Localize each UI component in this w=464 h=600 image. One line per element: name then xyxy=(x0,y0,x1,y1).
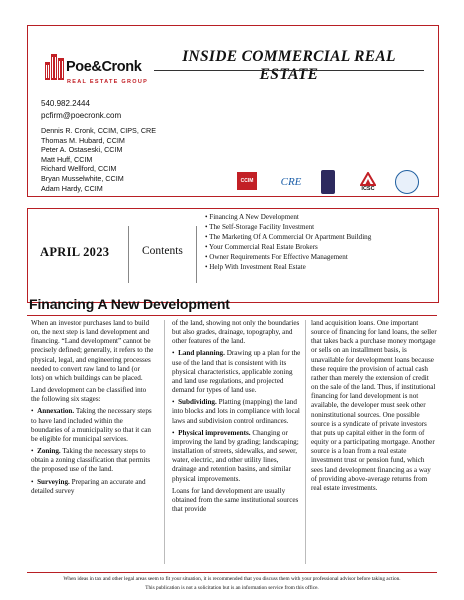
headline-rule xyxy=(27,315,437,316)
roster-item: Adam Hardy, CCIM xyxy=(41,183,103,193)
cre-logo: CRE xyxy=(280,176,302,188)
stage-item: • Land planning. Drawing up a plan for the use of the land that is consistent with its physical characteristics, applicable zoning and land use regulations, and projected demand for types of land use. xyxy=(172,349,301,395)
roster-item: Peter A. Ostaseski, CCIM xyxy=(41,145,123,155)
logo-name: Poe&Cronk xyxy=(66,59,142,75)
ccim-logo: CCIM xyxy=(237,172,257,190)
article-column-2 xyxy=(172,319,301,517)
icsc-logo xyxy=(357,169,379,195)
contents-item[interactable]: • The Marketing Of A Commercial Or Apartment Building xyxy=(205,233,372,241)
contents-item[interactable]: • Help With Investment Real Estate xyxy=(205,263,306,271)
paragraph: Land development can be classified into the following six stages: xyxy=(31,386,147,404)
column-rule xyxy=(305,320,306,564)
roster-item: Bryan Musselwhite, CCIM xyxy=(41,173,124,183)
footer-disclaimer: When ideas in tax and other legal areas seem to fit your situation, it is recommended that you discuss them with your professional advisor before taking action. xyxy=(63,576,401,582)
stage-item: • Physical improvements. Changing or improving the land by grading; landscaping; installation of streets, sidewalks, and sewer, water, electric, and other utility lines, drainage and retention basins, and similar physical improvements. xyxy=(172,428,299,483)
phone-number: 540.982.2444 xyxy=(41,99,90,108)
article-headline: Financing A New Development xyxy=(29,296,230,312)
stage-item: • Subdividing. Platting (mapping) the land into blocks and lots in compliance with local laws and subdivision control ordinances. xyxy=(172,398,300,425)
paragraph: Loans for land development are usually obtained from the same institutional sources that provide xyxy=(172,486,299,513)
footer-rule xyxy=(27,572,437,573)
footer-notice: This publication is not a solicitation but is an information service from this office. xyxy=(145,585,319,591)
stage-item: • Zoning. Taking the necessary steps to obtain a zoning classification that permits the proposed use of the land. xyxy=(31,447,151,474)
stage-item: • Annexation. Taking the necessary steps to have land included within the boundaries of a municipality so that it can be eligible for municipal services. xyxy=(31,407,152,443)
contents-item[interactable]: • Financing A New Development xyxy=(205,213,299,221)
roster-item: Richard Wellford, CCIM xyxy=(41,164,117,174)
newsletter-title: INSIDE COMMERCIAL REAL ESTATE xyxy=(182,48,396,83)
logo-subtitle: REAL ESTATE GROUP xyxy=(67,79,149,85)
stage-item: • Surveying. Preparing an accurate and detailed survey xyxy=(31,477,146,495)
divider xyxy=(196,226,197,283)
contents-item[interactable]: • Your Commercial Real Estate Brokers xyxy=(205,243,318,251)
article-column-1 xyxy=(31,319,154,499)
globe-logo-icon xyxy=(395,170,419,194)
title-rule xyxy=(154,70,424,71)
roster-item: Matt Huff, CCIM xyxy=(41,154,93,164)
contents-list xyxy=(205,212,371,272)
paragraph: When an investor purchases land to build on, the next step is land development and financing. “Land development” cannot be precisely defined; generally, it refers to the physical, legal, and engineering processes needed to convert raw land to land (or lots) on which buildings can be placed. xyxy=(31,319,154,382)
seal-logo-icon xyxy=(321,170,335,194)
contents-item[interactable]: • The Self-Storage Facility Investment xyxy=(205,223,315,231)
paragraph: land acquisition loans. One important source of financing for land loans, the seller that takes back a purchase money mortgage or sells on an installment basis, is unavailable for development loans because these require the provision of actual cash rather than merely the extension of credit on the sale of the land. Thus, if institutional financing for land development is not available, the developer must seek other noninstitutional sources. One possible source is a syndicate of private investors that puts up capital either in the form of equity or a participating mortgage. Another source is a loan from a real estate investment trust or pension fund, which sees land development financing as a way of providing above-average returns from real estate investments. xyxy=(311,319,437,492)
icsc-mark-icon xyxy=(360,172,376,186)
icsc-label: ICSC xyxy=(361,186,375,192)
contents-label: Contents xyxy=(142,245,183,257)
roster-item: Thomas M. Hubard, CCIM xyxy=(41,135,125,145)
paragraph: of the land, showing not only the boundaries but also grades, drainage, topography, and other features of the land. xyxy=(172,319,300,346)
broker-roster xyxy=(41,126,156,193)
column-rule xyxy=(164,320,165,564)
issue-date: APRIL 2023 xyxy=(40,245,110,259)
divider xyxy=(128,226,129,283)
building-logo-icon xyxy=(44,52,66,80)
roster-item: Dennis R. Cronk, CCIM, CIPS, CRE xyxy=(41,126,157,135)
email-address[interactable]: pcfirm@poecronk.com xyxy=(41,111,122,120)
article-column-3 xyxy=(311,319,437,496)
contents-item[interactable]: • Owner Requirements For Effective Management xyxy=(205,253,348,261)
